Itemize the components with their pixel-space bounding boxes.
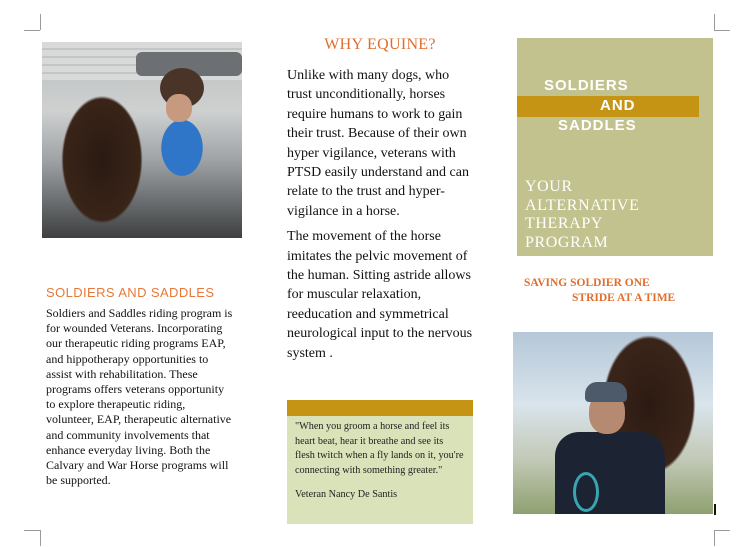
- program-description: Soldiers and Saddles riding program is for wounded Veterans. Incorporating our therapeutic riding programs EAP, and hippotherapy opportunities to assist with rehabilitation. These programs offers veterans opportunity to explore therapeutic riding, volunteer, EAP, therapeutic alternative and community involvements that enhance everyday living. Both the Calvary and War Horse programs will be supported.: [46, 306, 233, 488]
- woman-face: [166, 94, 192, 122]
- crop-mark: [40, 530, 41, 546]
- cover-subtitle-line: ALTERNATIVE: [525, 196, 640, 214]
- why-equine-body: [287, 66, 473, 369]
- cover-subtitle-line: THERAPY: [525, 215, 603, 232]
- crop-mark: [714, 530, 730, 531]
- crop-mark: [714, 14, 715, 30]
- crop-mark: [714, 30, 730, 31]
- cover-title-line: SADDLES: [558, 117, 637, 134]
- paragraph: Unlike with many dogs, who trust unconditionally, horses require humans to work to gain their trust. Because of their own hyper vigilance, veterans with PTSD easily understand and can relate to the trust and hyper- vigilance in a horse.: [287, 68, 469, 219]
- why-equine-heading: WHY EQUINE?: [324, 36, 436, 53]
- crop-mark: [714, 530, 715, 546]
- cover-title-line: SOLDIERS: [544, 77, 629, 94]
- cover-title-line: AND: [600, 97, 636, 114]
- tagline-line: SAVING SOLDIER ONE: [524, 277, 650, 289]
- quote-text: "When you groom a horse and feel its heart beat, hear it breathe and see its flesh twitch when a fly lands on it, you're connecting with something greater.": [295, 421, 464, 476]
- quote-attribution: Veteran Nancy De Santis: [295, 489, 398, 501]
- paragraph: The movement of the horse imitates the pelvic movement of the human. Sitting astride allows for muscular relaxation, reeducation and symmetrical neurological input to the nervous system .: [287, 229, 473, 361]
- veteran-cap: [585, 382, 627, 402]
- veteran-with-horse-photo: [513, 332, 713, 514]
- soldiers-and-saddles-heading: SOLDIERS AND SADDLES: [46, 285, 215, 300]
- cover-subtitle-line: PROGRAM: [525, 233, 609, 251]
- page-marker: [714, 504, 716, 515]
- crop-mark: [24, 530, 40, 531]
- crop-mark: [24, 30, 40, 31]
- veteran-jacket: [555, 432, 665, 514]
- quote-box: [287, 416, 473, 524]
- crop-mark: [40, 14, 41, 30]
- woman-with-horse-photo: [42, 42, 242, 238]
- tagline: [524, 276, 714, 306]
- lead-rope: [573, 472, 599, 512]
- quote-accent-bar: [287, 400, 473, 416]
- cover-subtitle: [525, 178, 705, 252]
- tagline-line: STRIDE AT A TIME: [572, 292, 676, 304]
- cover-title: [520, 76, 710, 136]
- cover-subtitle-line: YOUR: [525, 178, 573, 195]
